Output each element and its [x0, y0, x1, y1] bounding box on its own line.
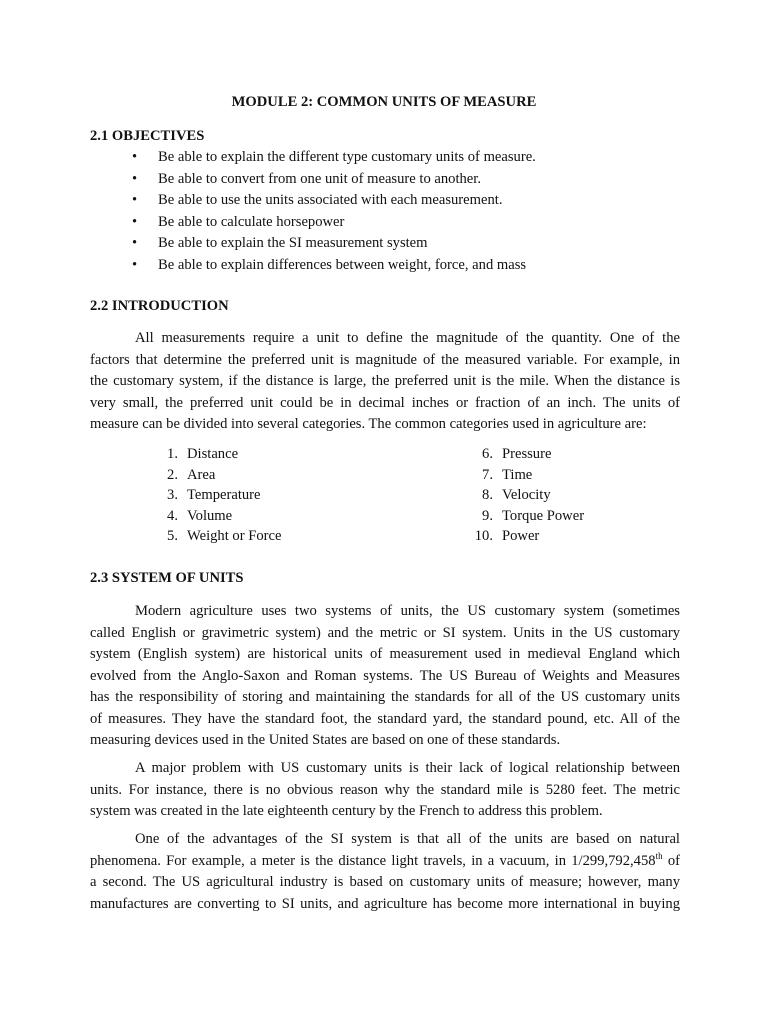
objectives-heading: 2.1 OBJECTIVES: [90, 128, 205, 144]
category-label: Power: [502, 528, 540, 544]
list-item: [471, 506, 584, 527]
list-item: [156, 444, 281, 465]
category-number: 7.: [482, 466, 493, 483]
category-number: 6.: [482, 446, 493, 462]
list-item: [471, 485, 584, 506]
list-item: [90, 255, 680, 277]
categories-list-left: [156, 444, 281, 547]
paragraph-line: has the responsibility of storing and maintaining the standards for all of the US customary units: [90, 689, 680, 705]
bullet-icon: •: [132, 256, 138, 273]
paragraph-line: very small, the preferred unit could be in decimal inches or fraction of an inch. The units of: [90, 394, 680, 411]
category-label: Temperature: [187, 487, 261, 503]
category-label: Pressure: [502, 446, 552, 462]
module-title: MODULE 2: COMMON UNITS OF MEASURE: [231, 94, 537, 110]
paragraph-line: manufactures are converting to SI units, and agriculture has become more international in buying: [90, 895, 680, 912]
list-item: [156, 526, 281, 547]
category-number: 10.: [474, 528, 493, 544]
list-item: [156, 506, 281, 527]
paragraph-text: of: [662, 852, 681, 869]
objective-text: Be able to explain the different type customary units of measure.: [158, 149, 536, 165]
category-label: Weight or Force: [187, 528, 282, 544]
paragraph-line: measuring devices used in the United States are based on one of these standards.: [90, 732, 561, 748]
paragraph-line: evolved from the Anglo-Saxon and Roman systems. The US Bureau of Weights and Measures: [90, 667, 680, 684]
system-paragraph-1: [90, 601, 680, 752]
objective-text: Be able to convert from one unit of measure to another.: [158, 170, 481, 187]
system-paragraph-3: [90, 829, 680, 915]
ordinal-superscript: th: [655, 850, 663, 861]
paragraph-line: system was created in the late eighteenth century by the French to address this problem.: [90, 803, 603, 819]
category-number: 5.: [167, 528, 178, 544]
bullet-icon: •: [132, 213, 138, 230]
list-item: [471, 465, 584, 486]
category-label: Velocity: [502, 487, 551, 503]
category-number: 2.: [167, 466, 178, 483]
paragraph-line: A major problem with US customary units is their lack of logical relationship between: [135, 760, 680, 776]
paragraph-line: [90, 851, 680, 873]
paragraph-line: One of the advantages of the SI system is that all of the units are based on natural: [135, 831, 680, 847]
list-item: [90, 190, 680, 212]
system-paragraph-2: [90, 758, 680, 823]
objective-text: Be able to calculate horsepower: [158, 213, 345, 230]
paragraph-line: Modern agriculture uses two systems of units, the US customary system (sometimes: [135, 603, 680, 619]
paragraph-text: phenomena. For example, a meter is the distance light travels, in a vacuum, in 1/299,792,458: [90, 852, 656, 869]
category-label: Distance: [187, 446, 239, 462]
paragraph-line: All measurements require a unit to define the magnitude of the quantity. One of the: [135, 330, 680, 346]
list-item: [471, 444, 584, 465]
category-number: 9.: [482, 507, 493, 524]
bullet-icon: •: [132, 170, 138, 187]
bullet-icon: •: [132, 235, 138, 252]
category-number: 3.: [167, 487, 178, 503]
categories-list-right: [471, 444, 584, 547]
paragraph-line: system (English system) are historical units of measurement used in medieval England which: [90, 646, 680, 662]
paragraph-line: units. For instance, there is no obvious reason why the standard mile is 5280 feet. The metric: [90, 781, 680, 798]
bullet-icon: •: [132, 192, 138, 209]
paragraph-line: the customary system, if the distance is large, the preferred unit is the mile. When the distance is: [90, 373, 680, 389]
objectives-list: [90, 147, 680, 277]
category-number: 4.: [167, 507, 178, 524]
category-number: 1.: [167, 446, 178, 462]
list-item: [156, 465, 281, 486]
category-label: Area: [187, 466, 216, 483]
introduction-paragraph: [90, 328, 680, 436]
list-item: [90, 233, 680, 255]
system-of-units-heading: 2.3 SYSTEM OF UNITS: [90, 570, 244, 586]
list-item: [471, 526, 584, 547]
paragraph-line: measure can be divided into several categories. The common categories used in agriculture are:: [90, 416, 647, 432]
bullet-icon: •: [132, 149, 138, 165]
list-item: [90, 169, 680, 191]
paragraph-line: factors that determine the preferred unit is magnitude of the measured variable. For example, in: [90, 351, 680, 368]
paragraph-line: of measures. They have the standard foot, the standard yard, the standard pound, etc. All of the: [90, 710, 680, 727]
list-item: [90, 147, 680, 169]
list-item: [90, 212, 680, 234]
paragraph-line: a second. The US agricultural industry is based on customary units of measure; however, many: [90, 874, 680, 890]
category-label: Time: [502, 466, 533, 483]
objective-text: Be able to explain the SI measurement system: [158, 235, 428, 252]
objective-text: Be able to explain differences between weight, force, and mass: [158, 256, 527, 273]
category-label: Volume: [187, 507, 233, 524]
category-number: 8.: [482, 487, 493, 503]
objective-text: Be able to use the units associated with each measurement.: [158, 192, 503, 209]
list-item: [156, 485, 281, 506]
category-label: Torque Power: [502, 507, 585, 524]
paragraph-line: called English or gravimetric system) and the metric or SI system. Units in the US customary: [90, 624, 680, 641]
introduction-heading: 2.2 INTRODUCTION: [90, 298, 229, 314]
